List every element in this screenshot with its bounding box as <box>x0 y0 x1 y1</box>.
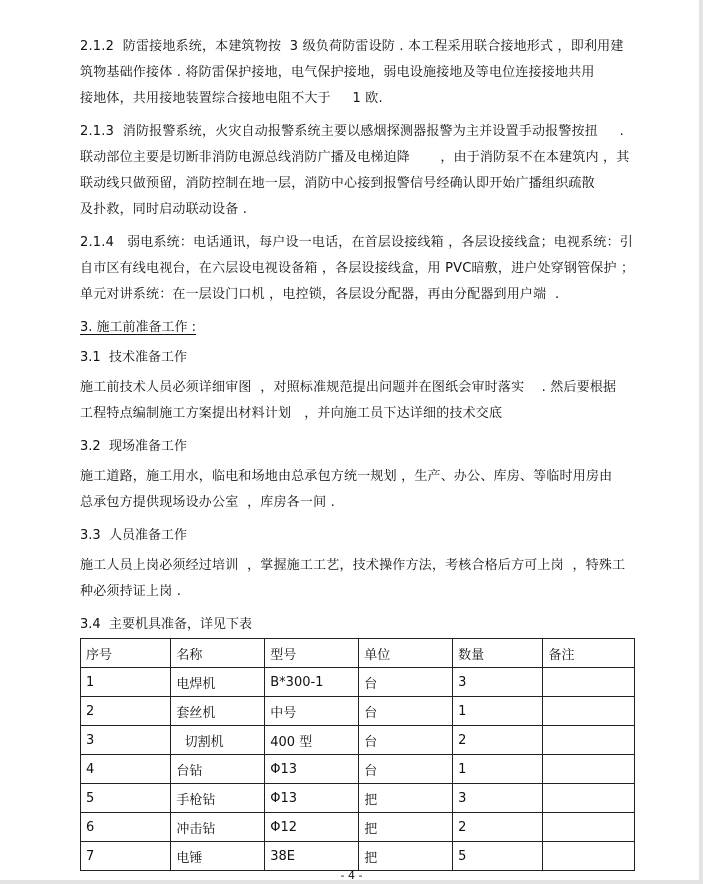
table-cell: 2 <box>453 813 543 842</box>
text-line: 筑物基础作接体 . 将防雷保护接地，电气保护接地，弱电设施接地及等电位连接接地共用 <box>80 65 595 80</box>
table-cell: 冲击钻 <box>171 813 265 842</box>
table-cell <box>543 813 635 842</box>
table-cell: 4 <box>81 755 171 784</box>
text-line: 单元对讲系统：在一层设门口机 ，电控锁，各层设分配器，再由分配器到用户端 . <box>80 287 560 302</box>
table-cell: 3 <box>453 784 543 813</box>
text-line: 联动部位主要是切断非消防电源总线消防广播及电梯迫降 ，由于消防泵不在本建筑内 ，其 <box>80 150 630 165</box>
section-3-4-title: 3.4 主要机具准备，详见下表 <box>80 617 252 632</box>
document-body <box>80 34 640 871</box>
section-3-3-title: 3.3 人员准备工作 <box>80 528 187 543</box>
table-cell: 2 <box>453 726 543 755</box>
table-cell: Φ13 <box>265 784 359 813</box>
table-header-cell: 名称 <box>171 639 265 668</box>
text-line: 接地体，共用接地装置综合接地电阻不大于 1 欧. <box>80 91 383 106</box>
paragraph-2-1-4 <box>80 230 640 308</box>
table-row <box>81 755 635 784</box>
table-cell: 2 <box>81 697 171 726</box>
equipment-table <box>80 638 635 871</box>
table-cell: 把 <box>359 842 453 871</box>
table-cell <box>543 842 635 871</box>
table-header-cell: 备注 <box>543 639 635 668</box>
text-line: 工程特点编制施工方案提出材料计划 ，并向施工员下达详细的技术交底 <box>80 406 503 421</box>
table-cell: 台钻 <box>171 755 265 784</box>
section-3-2-title: 3.2 现场准备工作 <box>80 439 187 454</box>
table-cell: 中号 <box>265 697 359 726</box>
table-cell <box>543 784 635 813</box>
table-cell: 台 <box>359 726 453 755</box>
table-cell <box>543 755 635 784</box>
table-cell: 5 <box>453 842 543 871</box>
table-cell: 400 型 <box>265 726 359 755</box>
section-3-1-title: 3.1 技术准备工作 <box>80 350 187 365</box>
text-line: 联动线只做预留，消防控制在地一层，消防中心接到报警信号经确认即开始广播组织疏散 <box>80 176 595 191</box>
table-row <box>81 842 635 871</box>
table-row <box>81 697 635 726</box>
table-row <box>81 726 635 755</box>
table-cell: 台 <box>359 755 453 784</box>
table-cell: 1 <box>81 668 171 697</box>
text-line: 总承包方提供现场设办公室 ，库房各一间 . <box>80 495 335 510</box>
table-header-cell: 单位 <box>359 639 453 668</box>
page-number: - 4 - <box>340 869 363 882</box>
paragraph-2-1-2 <box>80 34 640 112</box>
table-cell: 3 <box>453 668 543 697</box>
table-cell: 1 <box>453 755 543 784</box>
table-cell: 1 <box>453 697 543 726</box>
text-line: 施工道路，施工用水，临电和场地由总承包方统一规划 ，生产、办公、库房、等临时用房由 <box>80 469 613 484</box>
table-row <box>81 813 635 842</box>
table-header-cell: 数量 <box>453 639 543 668</box>
text-line: 2.1.2 防雷接地系统，本建筑物按 3 级负荷防雷设防 . 本工程采用联合接地形式 ，即利用建 <box>80 39 624 54</box>
table-cell: 套丝机 <box>171 697 265 726</box>
table-cell: 3 <box>81 726 171 755</box>
table-cell <box>543 697 635 726</box>
table-header-cell: 序号 <box>81 639 171 668</box>
table-cell: 切割机 <box>171 726 265 755</box>
table-cell: 电锤 <box>171 842 265 871</box>
table-row <box>81 784 635 813</box>
text-line: 及扑救，同时启动联动设备 . <box>80 202 248 217</box>
paragraph-2-1-3 <box>80 119 640 223</box>
text-line: 2.1.3 消防报警系统，火灾自动报警系统主要以感烟探测器报警为主并设置手动报警按扭 . <box>80 124 624 139</box>
text-line: 施工人员上岗必须经过培训 ，掌握施工工艺，技术操作方法，考核合格后方可上岗 ，特殊工 <box>80 558 626 573</box>
text-line: 2.1.4 弱电系统：电话通讯，每户设一电话，在首层设接线箱 ，各层设接线盒；电视系统：引 <box>80 235 634 250</box>
table-cell: 38E <box>265 842 359 871</box>
table-cell: 手枪钻 <box>171 784 265 813</box>
table-header-cell: 型号 <box>265 639 359 668</box>
table-cell: B*300-1 <box>265 668 359 697</box>
table-cell: 把 <box>359 784 453 813</box>
table-cell: 电焊机 <box>171 668 265 697</box>
table-row <box>81 668 635 697</box>
paragraph-3-1 <box>80 375 640 427</box>
table-cell: Φ13 <box>265 755 359 784</box>
table-header-row <box>81 639 635 668</box>
text-line: 自市区有线电视台，在六层设电视设备箱 ，各层设接线盒，用 PVC暗敷，进户处穿钢管保护 ； <box>80 261 635 276</box>
table-cell <box>543 668 635 697</box>
table-cell: 5 <box>81 784 171 813</box>
chapter-3-title: 3. 施工前准备工作 : <box>80 320 197 335</box>
page-edge-right <box>699 0 703 884</box>
table-cell: 6 <box>81 813 171 842</box>
table-cell <box>543 726 635 755</box>
table-cell: 把 <box>359 813 453 842</box>
paragraph-3-3 <box>80 553 640 605</box>
table-cell: 台 <box>359 668 453 697</box>
table-cell: 台 <box>359 697 453 726</box>
table-cell: Φ12 <box>265 813 359 842</box>
table-cell: 7 <box>81 842 171 871</box>
text-line: 种必须持证上岗 . <box>80 584 182 599</box>
text-line: 施工前技术人员必须详细审图 ，对照标准规范提出问题并在图纸会审时落实 . 然后要根据 <box>80 380 617 395</box>
paragraph-3-2 <box>80 464 640 516</box>
